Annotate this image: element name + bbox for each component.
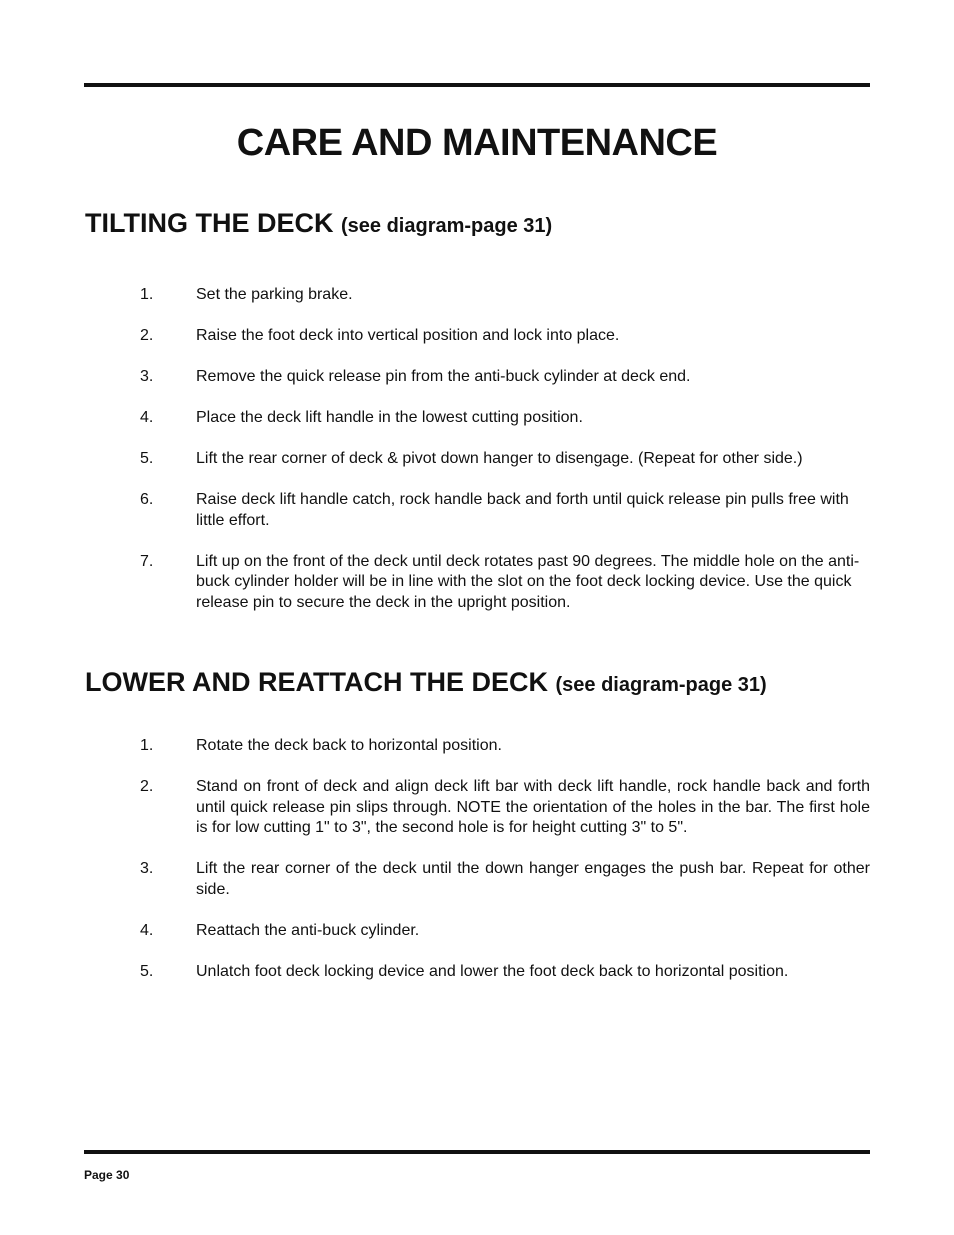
step-number: 7. — [140, 552, 154, 570]
step-text: Stand on front of deck and align deck lift bar with deck lift handle, rock handle back and forth until quick release pin slips through. NOTE the orientation of the holes in the bar. The first hole is for low cutting 1" to 3", the second hole is for height cutting 3" to 5". — [196, 778, 870, 836]
step-number: 3. — [140, 368, 154, 385]
step-number: 3. — [140, 860, 154, 877]
step-number: 2. — [140, 778, 154, 795]
page-title: CARE AND MAINTENANCE — [236, 122, 718, 164]
step-text: Raise the foot deck into vertical position and lock into place. — [196, 327, 620, 344]
step-text: Unlatch foot deck locking device and lower the foot deck back to horizontal position. — [196, 962, 789, 980]
list-item — [0, 921, 954, 942]
step-text: Rotate the deck back to horizontal position. — [196, 737, 502, 754]
step-number: 1. — [140, 286, 154, 303]
section-heading-tilting — [85, 207, 552, 242]
reattach-steps-list — [0, 736, 954, 1003]
section-heading-text: LOWER AND REATTACH THE DECK — [85, 667, 548, 697]
step-text: Lift up on the front of the deck until deck rotates past 90 degrees. The middle hole on the anti-buck cylinder holder will be in line with the slot on the foot deck locking device. Use the quick release pin to secure the deck in the upright position. — [196, 552, 860, 611]
diagram-reference: (see diagram-page 31) — [341, 215, 553, 237]
list-item — [0, 736, 954, 757]
step-number: 5. — [140, 450, 154, 467]
tilting-steps-list — [0, 285, 954, 634]
list-item — [0, 777, 954, 839]
step-text: Set the parking brake. — [196, 286, 353, 303]
list-item — [0, 490, 954, 531]
step-number: 1. — [140, 737, 154, 754]
step-text: Remove the quick release pin from the anti-buck cylinder at deck end. — [196, 368, 691, 385]
top-rule — [84, 83, 870, 87]
step-number: 5. — [140, 962, 154, 980]
section-heading-text: TILTING THE DECK — [85, 208, 334, 238]
list-item — [0, 962, 954, 983]
list-item — [0, 367, 954, 388]
list-item — [0, 449, 954, 470]
list-item — [0, 285, 954, 306]
step-text: Lift the rear corner of the deck until the down hanger engages the push bar. Repeat for other side. — [196, 860, 870, 898]
diagram-reference: (see diagram-page 31) — [555, 674, 767, 696]
step-number: 4. — [140, 921, 154, 939]
step-text: Place the deck lift handle in the lowest cutting position. — [196, 409, 583, 426]
section-heading-lower-reattach — [85, 666, 767, 701]
step-number: 4. — [140, 409, 154, 426]
step-number: 2. — [140, 327, 154, 344]
list-item — [0, 326, 954, 347]
bottom-rule — [84, 1150, 870, 1154]
step-text: Reattach the anti-buck cylinder. — [196, 921, 420, 939]
page-number: Page 30 — [84, 1168, 130, 1182]
step-number: 6. — [140, 491, 154, 508]
step-text: Raise deck lift handle catch, rock handle back and forth until quick release pin pulls free with little effort. — [196, 491, 849, 529]
step-text: Lift the rear corner of deck & pivot down hanger to disengage. (Repeat for other side.) — [196, 450, 803, 467]
list-item — [0, 408, 954, 429]
list-item — [0, 552, 954, 614]
list-item — [0, 859, 954, 900]
